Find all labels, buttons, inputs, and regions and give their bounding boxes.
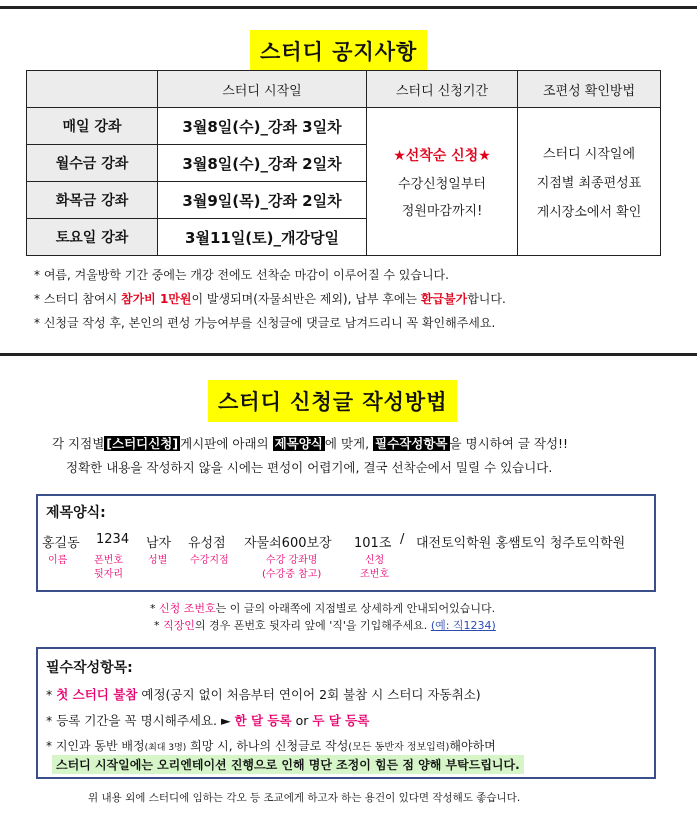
token-tail: 대전토익학원 홍쌤토익 청주토익학원 bbox=[416, 536, 626, 551]
howto-intro-line1 bbox=[52, 434, 568, 452]
required-item-1 bbox=[46, 685, 481, 703]
row-label: 매일 강좌 bbox=[27, 108, 158, 145]
row-label: 토요일 강좌 bbox=[27, 219, 158, 256]
confirm-line2: 지점별 최종편성표 bbox=[536, 176, 642, 191]
two-month-highlight: 두 달 등록 bbox=[312, 713, 370, 728]
caption-gender: 성별 bbox=[148, 555, 168, 566]
token-gender: 남자 bbox=[146, 536, 172, 551]
office-worker-example: (예: 직1234) bbox=[430, 619, 496, 632]
table-header-confirm: 조편성 확인방법 bbox=[518, 71, 661, 108]
intro-e: 에 맞게, bbox=[324, 436, 374, 451]
caption-phone: 폰번호 뒷자리 bbox=[94, 555, 123, 580]
mid-note-2-a: * bbox=[154, 619, 163, 632]
required-item-2 bbox=[46, 711, 369, 729]
token-branch: 유성점 bbox=[188, 536, 226, 551]
row-date: 3월9일(목)_강좌 2일차 bbox=[158, 182, 367, 219]
intro-g: 을 명시하여 글 작성!! bbox=[449, 436, 569, 451]
confirm-line3: 게시장소에서 확인 bbox=[536, 205, 642, 220]
row-date: 3월11일(토)_개강당일 bbox=[158, 219, 367, 256]
office-worker-highlight: 직장인 bbox=[163, 619, 195, 632]
token-phone: 1234 bbox=[96, 532, 130, 547]
caption-name: 이름 bbox=[48, 555, 68, 566]
mid-note-2-c: 의 경우 폰번호 뒷자리 앞에 '직'을 기입해주세요. bbox=[194, 619, 431, 632]
table-header-apply: 스터디 신청기간 bbox=[367, 71, 518, 108]
note-2-text-c: 이 발생되며(자물쇠반은 제외), 납부 후에는 bbox=[191, 292, 421, 306]
apply-period-cell bbox=[367, 108, 518, 256]
required-items-box bbox=[36, 647, 656, 779]
confirm-method-cell bbox=[518, 108, 661, 256]
required-3-e: 해야하며 bbox=[449, 739, 496, 753]
howto-title: 스터디 신청글 작성방법 bbox=[208, 380, 457, 422]
apply-line1: ★선착순 신청★ bbox=[393, 147, 491, 164]
note-3: * 신청글 작성 후, 본인의 편성 가능여부를 신청글에 댓글로 남겨드리니 꼭 확인해주세요. bbox=[34, 316, 496, 330]
table-row bbox=[27, 108, 661, 145]
required-2-a: * 등록 기간을 꼭 명시해주세요. ► bbox=[46, 713, 235, 728]
mid-note-1 bbox=[150, 600, 495, 616]
intro-title-format: 제목양식 bbox=[274, 436, 323, 451]
intro-required-items: 필수작성항목 bbox=[375, 436, 448, 451]
first-absence-highlight: 첫 스터디 불참 bbox=[56, 687, 138, 702]
apply-line3: 정원마감까지! bbox=[401, 203, 483, 219]
required-3-max: (최대 3명) bbox=[144, 743, 187, 753]
required-1-a: * bbox=[46, 687, 57, 702]
footer-note: 위 내용 외에 스터디에 임하는 각오 등 조교에게 하고자 하는 용건이 있다면 작성해도 좋습니다. bbox=[88, 792, 521, 804]
caption-course: 수강 강좌명 (수강중 참고) bbox=[262, 555, 322, 580]
mid-note-1-a: * bbox=[150, 602, 159, 615]
note-2-text-e: 합니다. bbox=[467, 292, 506, 306]
intro-board-name: [스터디신청] bbox=[106, 436, 179, 451]
row-label: 화목금 강좌 bbox=[27, 182, 158, 219]
caption-group: 신청 조번호 bbox=[360, 555, 389, 580]
group-number-highlight: 신청 조번호 bbox=[159, 602, 216, 615]
no-refund-highlight: 환급불가 bbox=[420, 292, 468, 306]
intro-c: 게시판에 아래의 bbox=[180, 436, 273, 451]
table-header-start: 스터디 시작일 bbox=[158, 71, 367, 108]
caption-branch: 수강지점 bbox=[190, 555, 229, 566]
token-course: 자물쇠600보장 bbox=[244, 536, 332, 551]
row-label: 월수금 강좌 bbox=[27, 145, 158, 182]
note-2 bbox=[34, 290, 506, 307]
token-separator: / bbox=[400, 532, 405, 547]
mid-note-2 bbox=[154, 617, 496, 633]
row-date: 3월8일(수)_강좌 2일차 bbox=[158, 145, 367, 182]
required-2-or: or bbox=[291, 713, 313, 728]
required-item-3 bbox=[46, 737, 496, 754]
middle-divider bbox=[0, 353, 697, 356]
notice-title: 스터디 공지사항 bbox=[250, 30, 427, 72]
required-3-a: * 지인과 동반 배정 bbox=[46, 739, 145, 753]
row-date: 3월8일(수)_강좌 3일차 bbox=[158, 108, 367, 145]
note-2-text-a: * 스터디 참여시 bbox=[34, 292, 121, 306]
table-header-empty bbox=[27, 71, 158, 108]
token-name: 홍길동 bbox=[42, 536, 80, 551]
title-format-box bbox=[36, 494, 656, 592]
table-header-row bbox=[27, 71, 661, 108]
fee-highlight: 참가비 1만원 bbox=[121, 292, 192, 306]
apply-line2: 수강신청일부터 bbox=[398, 176, 486, 192]
one-month-highlight: 한 달 등록 bbox=[234, 713, 292, 728]
required-3-c: 희망 시, 하나의 신청글로 작성 bbox=[186, 739, 349, 753]
required-1-c: 예정(공지 없이 처음부터 연이어 2회 불참 시 스터디 자동취소) bbox=[137, 687, 481, 702]
confirm-line1: 스터디 시작일에 bbox=[542, 147, 636, 162]
top-divider bbox=[0, 6, 697, 9]
note-1: * 여름, 겨울방학 기간 중에는 개강 전에도 선착순 마감이 이루어질 수 있습니다. bbox=[34, 268, 449, 282]
required-3-all-info: (모든 동반자 정보입력) bbox=[348, 742, 450, 753]
format-heading: 제목양식: bbox=[46, 505, 106, 521]
required-heading: 필수작성항목: bbox=[46, 660, 133, 676]
orientation-notice: 스터디 시작일에는 오리엔테이션 진행으로 인해 명단 조정이 힘든 점 양해 부탁드립니다. bbox=[52, 755, 524, 774]
mid-note-1-c: 는 이 글의 아래쪽에 지점별로 상세하게 안내되어있습니다. bbox=[215, 602, 496, 615]
schedule-table bbox=[26, 70, 661, 256]
intro-a: 각 지점별 bbox=[52, 436, 105, 451]
howto-intro-line2: 정확한 내용을 작성하지 않을 시에는 편성이 어렵기에, 결국 선착순에서 밀릴 수 있습니다. bbox=[66, 460, 553, 475]
token-group: 101조 bbox=[354, 536, 392, 551]
